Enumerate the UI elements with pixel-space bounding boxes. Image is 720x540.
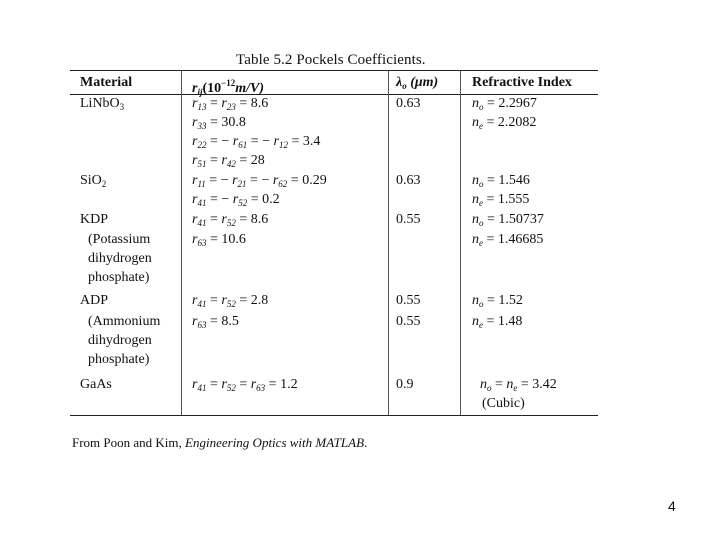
math-text: = 28 <box>235 153 265 168</box>
index-symbol: n <box>472 293 479 308</box>
coefficient-line <box>192 133 320 154</box>
math-subscript: 22 <box>197 140 207 150</box>
math-text: = <box>206 153 222 168</box>
index-subscript: e <box>479 198 483 208</box>
index-value <box>472 231 543 252</box>
coefficient-line <box>192 114 246 135</box>
material-sio2: SiO$_2$ <box>80 173 107 189</box>
index-number: = 1.546 <box>483 173 530 188</box>
index-symbol: n <box>472 115 479 130</box>
index-subscript: e <box>479 320 483 330</box>
math-symbol: r <box>273 134 279 149</box>
math-text: = − <box>206 134 233 149</box>
math-symbol: r <box>221 96 227 111</box>
math-subscript: 23 <box>226 102 236 112</box>
math-text: = 8.5 <box>206 314 239 329</box>
table-caption: Table 5.2 Pockels Coefficients. <box>236 52 426 68</box>
math-text: = <box>235 377 251 392</box>
index-number: = 2.2082 <box>483 115 537 130</box>
wavelength-value: 0.63 <box>396 173 421 188</box>
index-value <box>472 292 523 313</box>
material-gaas: GaAs <box>80 377 112 392</box>
math-text: = 2.8 <box>235 293 269 308</box>
math-text: = <box>206 96 222 111</box>
coefficient-line <box>192 292 268 313</box>
index-number: = 1.46685 <box>483 232 544 247</box>
math-text: = 0.29 <box>287 173 327 188</box>
math-subscript: 41 <box>197 198 207 208</box>
math-text: = 3.4 <box>287 134 321 149</box>
index-number: = 1.555 <box>483 192 530 207</box>
math-symbol: r <box>232 134 239 149</box>
math-symbol: r <box>192 192 198 207</box>
crystal-note: (Cubic) <box>482 396 525 411</box>
column-divider <box>388 71 389 415</box>
math-subscript: 52 <box>226 299 236 309</box>
page-number: 4 <box>668 498 676 514</box>
math-text: = <box>206 293 222 308</box>
column-divider <box>181 71 182 415</box>
math-subscript: 41 <box>197 218 207 228</box>
math-subscript: 63 <box>197 238 207 248</box>
math-subscript: 33 <box>197 121 207 131</box>
math-subscript: 63 <box>197 320 207 330</box>
math-text: = 3.42 <box>517 377 557 392</box>
index-value <box>472 114 536 135</box>
coefficient-line <box>192 313 239 334</box>
math-symbol: r <box>221 212 227 227</box>
math-symbol: r <box>192 314 198 329</box>
material-adp-detail: phosphate) <box>88 352 150 367</box>
math-symbol: r <box>192 173 198 188</box>
index-symbol: n <box>472 173 479 188</box>
index-subscript: e <box>479 121 483 131</box>
material-linbo3: LiNbO$_3$ <box>80 96 125 112</box>
header-refractive-index: Refractive Index <box>472 75 572 90</box>
index-symbol: n <box>472 232 479 247</box>
table-top-rule <box>70 70 598 71</box>
math-subscript: e <box>513 383 518 393</box>
index-symbol: n <box>472 314 479 329</box>
index-value <box>480 376 557 397</box>
material-adp-detail: (Ammonium <box>88 314 161 329</box>
material-kdp: KDP <box>80 212 109 227</box>
math-text: = 1.2 <box>265 377 298 392</box>
math-symbol: r <box>250 377 257 392</box>
math-symbol: r <box>221 377 227 392</box>
math-subscript: 42 <box>226 159 236 169</box>
index-number: = 1.50737 <box>483 212 544 227</box>
math-subscript: 61 <box>238 140 248 150</box>
index-value <box>472 191 529 212</box>
math-text: = − <box>247 134 274 149</box>
header-coefficients: $r_{ij}(10^{-12}m/V)$ <box>192 78 265 97</box>
math-text: = − <box>206 192 233 207</box>
material-kdp-detail: phosphate) <box>88 270 150 285</box>
math-symbol: r <box>192 153 198 168</box>
math-symbol: r <box>232 173 238 188</box>
index-symbol: n <box>472 192 479 207</box>
coefficient-line <box>192 376 298 397</box>
wavelength-value: 0.55 <box>396 314 421 329</box>
material-kdp-detail: (Potassium <box>88 232 151 247</box>
index-value <box>472 211 544 232</box>
index-subscript: o <box>479 179 484 189</box>
index-subscript: o <box>479 299 484 309</box>
math-subscript: 52 <box>226 383 236 393</box>
math-symbol: r <box>192 232 198 247</box>
math-text: = 10.6 <box>206 232 246 247</box>
column-divider <box>460 71 461 415</box>
math-subscript: 52 <box>238 198 248 208</box>
index-value <box>472 172 530 193</box>
math-subscript: o <box>487 383 492 393</box>
index-number: = 1.52 <box>483 293 523 308</box>
index-symbol: n <box>472 96 479 111</box>
math-symbol: r <box>221 293 227 308</box>
coefficient-line <box>192 191 280 212</box>
material-adp-detail: dihydrogen <box>88 333 152 348</box>
math-subscript: 51 <box>197 159 207 169</box>
index-subscript: o <box>479 218 484 228</box>
math-subscript: 11 <box>197 179 206 189</box>
math-text: = 0.2 <box>247 192 280 207</box>
math-symbol: r <box>192 377 198 392</box>
index-value <box>472 95 537 116</box>
coefficient-line <box>192 172 327 193</box>
coefficient-line <box>192 231 246 252</box>
math-subscript: 13 <box>197 102 207 112</box>
coefficient-line <box>192 152 265 173</box>
index-subscript: o <box>479 102 484 112</box>
math-subscript: 41 <box>197 383 207 393</box>
math-symbol: r <box>192 212 198 227</box>
wavelength-value: 0.9 <box>396 377 414 392</box>
math-symbol: n <box>480 377 487 392</box>
math-symbol: r <box>192 115 198 130</box>
math-subscript: 62 <box>278 179 288 189</box>
wavelength-value: 0.63 <box>396 96 421 111</box>
index-number: = 2.2967 <box>483 96 537 111</box>
math-symbol: r <box>272 173 279 188</box>
math-text: = 30.8 <box>206 115 246 130</box>
math-text: = 8.6 <box>235 212 269 227</box>
math-text: = <box>206 377 222 392</box>
index-symbol: n <box>472 212 479 227</box>
material-adp: ADP <box>80 293 109 308</box>
math-symbol: r <box>192 293 198 308</box>
book-title: Engineering Optics with MATLAB <box>185 435 365 450</box>
index-value <box>472 313 522 334</box>
math-subscript: 52 <box>226 218 236 228</box>
math-subscript: 63 <box>256 383 266 393</box>
math-symbol: n <box>506 377 514 392</box>
math-text: = 8.6 <box>235 96 269 111</box>
math-symbol: r <box>192 134 198 149</box>
math-subscript: 12 <box>278 140 288 150</box>
math-subscript: 41 <box>197 299 207 309</box>
index-subscript: e <box>479 238 483 248</box>
coefficient-line <box>192 95 268 116</box>
math-text: = − <box>246 173 273 188</box>
coefficient-line <box>192 211 268 232</box>
math-text: = − <box>205 173 233 188</box>
math-symbol: r <box>221 153 227 168</box>
math-symbol: r <box>192 96 198 111</box>
math-subscript: 21 <box>237 179 247 189</box>
header-material: Material <box>80 75 133 90</box>
material-kdp-detail: dihydrogen <box>88 251 152 266</box>
index-number: = 1.48 <box>483 314 523 329</box>
math-text: = <box>206 212 222 227</box>
wavelength-value: 0.55 <box>396 293 421 308</box>
header-wavelength: $\lambda_o$ (μm) <box>396 75 439 91</box>
math-text: = <box>491 377 507 392</box>
math-symbol: r <box>232 192 239 207</box>
source-citation: From Poon and Kim, Engineering Optics with MATLAB. <box>72 435 368 450</box>
wavelength-value: 0.55 <box>396 212 421 227</box>
table-bottom-rule <box>70 415 598 416</box>
